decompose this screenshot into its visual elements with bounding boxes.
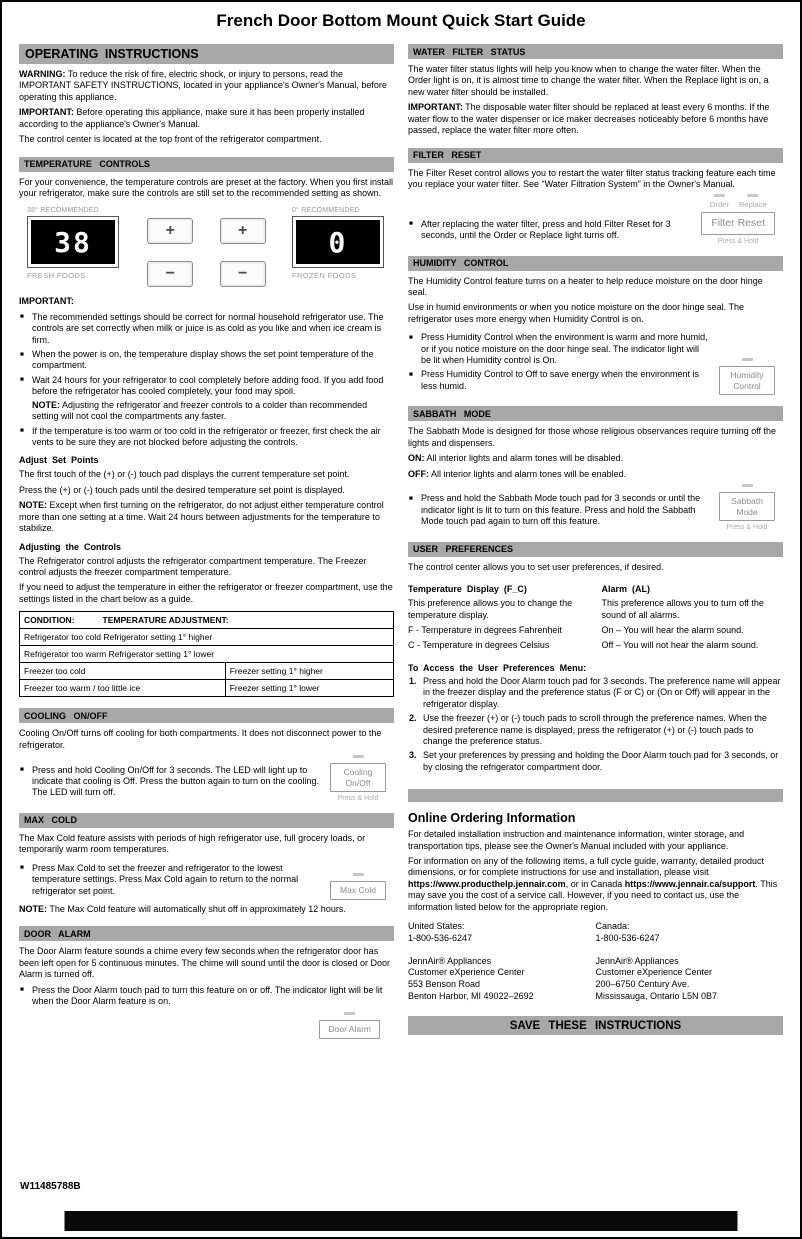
ordering-text-after: . This may save you the cost of a service call. However, if you need to contact us, use the information listed below for the appropriate region. <box>408 878 778 912</box>
bullet-text: Press Max Cold to set the freezer and refrigerator to the lowest temperature settings. Press Max Cold again to return to the normal refrigerator set point. <box>32 862 299 896</box>
table-row <box>20 663 394 680</box>
temperature-controls-graphic <box>19 203 394 289</box>
alarm-option-off: Off – You will not hear the alarm sound. <box>601 640 759 651</box>
frozen-foods-display <box>292 216 384 268</box>
note-label: NOTE: <box>32 399 60 410</box>
led-indicator <box>344 1012 355 1015</box>
address-line: JennAir® Appliances <box>595 955 679 966</box>
document-number: W11485788B <box>20 1181 81 1192</box>
off-label: OFF: <box>408 468 429 479</box>
us-phone: 1-800-536-6247 <box>408 932 473 943</box>
sabbath-on-paragraph <box>408 453 783 464</box>
sabbath-mode-control <box>719 484 775 531</box>
left-column <box>19 44 394 1041</box>
humidity-control-button <box>719 366 775 395</box>
temperature-display-heading: Temperature Display (F_C) <box>408 584 527 595</box>
warning-paragraph <box>19 69 394 103</box>
led-indicator <box>353 873 364 876</box>
canada-address <box>596 956 784 1003</box>
list-item <box>19 349 394 372</box>
list-item <box>19 985 394 1008</box>
cooling-bullet-wrap <box>19 762 320 802</box>
humidity-bullets-wrap <box>408 329 709 395</box>
bullet-text: After replacing the water filter, press and hold Filter Reset for 3 seconds, until the Order or Replace light turns off. <box>421 218 671 241</box>
temperature-controls-header: TEMPERATURE CONTROLS <box>19 157 394 172</box>
temperature-adjustment-table <box>19 611 394 697</box>
door-alarm-control <box>319 1012 380 1039</box>
note-text: Except when first turning on the refrigerator, do not adjust either temperature control more than one setting at a time. Wait 24 hours between adjustments for the temperature to stabilize. <box>19 500 384 534</box>
humidity-control <box>719 358 775 395</box>
note-label: NOTE: <box>19 500 47 511</box>
table-row <box>20 680 394 697</box>
preferences-menu-heading: To Access the User Preferences Menu: <box>408 662 587 673</box>
canada-phone: 1-800-536-6247 <box>595 932 660 943</box>
fresh-foods-display-group <box>27 207 121 280</box>
door-alarm-button: Door Alarm <box>319 1020 380 1039</box>
max-cold-bullet-wrap <box>19 860 320 900</box>
press-hold-caption: Press & Hold <box>717 237 759 245</box>
canada-label: Canada: <box>595 921 630 932</box>
water-filter-important-paragraph <box>408 102 783 136</box>
fresh-foods-buttons <box>147 207 193 287</box>
preferences-steps <box>408 676 783 773</box>
alarm-preference <box>602 577 784 656</box>
important-label: IMPORTANT: <box>19 107 74 118</box>
table-header-cell <box>20 612 394 629</box>
max-cold-row <box>19 860 394 900</box>
water-filter-paragraph: The water filter status lights will help you know when to change the water filter. When the Order light is on, it is almost time to change the water filter. When the Replace light is on, a new water filter should be installed. <box>408 64 769 97</box>
list-item <box>19 426 394 449</box>
us-label: United States: <box>408 921 465 932</box>
table-header-row <box>20 612 394 629</box>
frozen-foods-buttons <box>220 207 266 287</box>
cooling-onoff-button <box>330 763 386 792</box>
led-indicator <box>714 194 725 197</box>
preferences-paragraph: The control center allows you to set user preferences, if desired. <box>408 561 664 572</box>
address-line: Customer eXperience Center <box>595 967 713 978</box>
list-item <box>19 375 394 423</box>
adjustment-value: Freezer setting 1° lower <box>225 680 393 697</box>
step-item: Press and hold the Door Alarm touch pad for 3 seconds. The preference name will appear in the freezer display and the preference status (F or C) or (On or Off) will appear in the refrigerator display. <box>423 675 781 709</box>
cooling-button-line2: On/Off <box>345 777 371 788</box>
order-label: Order <box>709 199 729 209</box>
bullet-text: Press the Door Alarm touch pad to turn this feature on or off. The indicator light will be lit when the Door Alarm feature is on. <box>32 984 383 1007</box>
cooling-paragraph: Cooling On/Off turns off cooling for both compartments. It does not disconnect power to the refrigerator. <box>19 728 382 750</box>
temperature-important-label: IMPORTANT: <box>19 296 74 307</box>
contact-info <box>408 921 783 1002</box>
list-item <box>19 312 394 346</box>
max-cold-header: MAX COLD <box>19 813 394 828</box>
sabbath-button-line1: Sabbath <box>731 495 763 506</box>
list-item <box>408 369 709 392</box>
note-text: Adjusting the refrigerator and freezer controls to a colder than recommended setting will not cool the compartments any faster. <box>32 399 368 422</box>
table-cell <box>20 629 394 646</box>
alarm-heading: Alarm (AL) <box>601 584 651 595</box>
off-text: All interior lights and alarm tones will be enabled. <box>431 468 627 479</box>
online-ordering-heading: Online Ordering Information <box>408 811 576 826</box>
list-item <box>408 332 709 366</box>
operating-important-paragraph <box>19 107 394 130</box>
address-line: Customer eXperience Center <box>408 967 525 978</box>
fresh-foods-display <box>27 216 119 268</box>
fresh-minus-button: − <box>147 261 193 287</box>
ordering-paragraph-2 <box>408 856 783 913</box>
humidity-button-line2: Control <box>733 380 761 391</box>
address-line: JennAir® Appliances <box>408 955 492 966</box>
bullet-note <box>32 400 394 423</box>
list-item <box>408 219 691 242</box>
sabbath-paragraph: The Sabbath Mode is designed for those whose religious observances require turning off the lights and dispensers. <box>408 426 777 448</box>
cooling-onoff-header: COOLING ON/OFF <box>19 708 394 723</box>
canada-support-link[interactable]: https://www.jennair.ca/support <box>624 878 756 889</box>
bullet-text: Press and hold Cooling On/Off for 3 seconds. The LED will light up to indicate that cooling is Off. Press the button again to turn on the cooling. The LED will turn off. <box>32 764 320 798</box>
max-cold-control <box>330 873 386 900</box>
bullet-text: If the temperature is too warm or too cold in the refrigerator or freezer, first check the air vents to be sure they are not blocked before adjusting the controls. <box>32 425 381 448</box>
on-text: All interior lights and alarm tones will be disabled. <box>426 453 624 464</box>
important-text: The disposable water filter should be replaced at least every 6 months. If the water flow to the water dispenser or ice maker decreases noticeably before 6 months have passed, replace the water filter more often. <box>408 102 770 136</box>
filter-reset-paragraph: The Filter Reset control allows you to restart the water filter status tracking feature each time you replace your water filter. See “Water Filtration System” in the Owner's Manual. <box>408 167 776 189</box>
page-title: French Door Bottom Mount Quick Start Guide <box>216 11 586 30</box>
address-line: 200–6750 Century Ave. <box>595 978 690 989</box>
adjust-paragraph-1: The first touch of the (+) or (-) touch pad displays the current temperature set point. <box>19 469 350 480</box>
preferences-columns <box>408 577 783 656</box>
adjust-set-points-heading: Adjust Set Points <box>19 455 99 466</box>
water-filter-status-header: WATER FILTER STATUS <box>408 44 783 59</box>
list-item <box>408 493 709 527</box>
frozen-foods-caption: FROZEN FOODS <box>291 271 357 281</box>
sabbath-mode-button <box>719 492 775 521</box>
frozen-foods-temperature-value: 0 <box>296 220 380 264</box>
cooling-button-line1: Cooling <box>343 767 373 778</box>
address-line: 553 Benson Road <box>408 978 481 989</box>
press-hold-caption: Press & Hold <box>726 523 768 531</box>
important-text: Before operating this appliance, make sure it has been properly installed according to the appliance's Owner's Manual. <box>19 107 365 129</box>
table-row <box>20 629 394 646</box>
note-text: The Max Cold feature will automatically shut off in approximately 12 hours. <box>49 903 346 914</box>
condition-value: Freezer too warm / too little ice <box>20 680 226 697</box>
humidity-button-line1: Humidity <box>730 370 764 381</box>
table-row <box>20 646 394 663</box>
max-cold-note <box>19 904 394 915</box>
condition-value: Freezer too cold <box>20 663 226 680</box>
adjust-paragraph-2: Press the (+) or (-) touch pads until the desired temperature set point is displayed. <box>19 484 345 495</box>
address-line: Mississauga, Ontario L5N 0B7 <box>595 990 718 1001</box>
list-item <box>19 863 320 897</box>
led-indicator <box>742 358 753 361</box>
frozen-foods-display-group <box>292 207 386 280</box>
adjusting-controls-heading: Adjusting the Controls <box>19 541 121 552</box>
table-cell <box>20 646 394 663</box>
list-item <box>19 765 320 799</box>
save-instructions-banner: SAVE THESE INSTRUCTIONS <box>408 1016 783 1035</box>
bullet-text: Press Humidity Control to Off to save energy when the environment is less humid. <box>421 369 699 391</box>
sabbath-bullet-wrap <box>408 490 709 530</box>
step-item: Set your preferences by pressing and holding the Door Alarm touch pad for 3 seconds, or by closing the refrigerator compartment door. <box>423 750 779 772</box>
order-light <box>710 194 729 209</box>
filter-reset-button: Filter Reset <box>701 212 775 235</box>
user-preferences-header: USER PREFERENCES <box>408 542 783 557</box>
condition-value: Refrigerator too warm <box>24 649 107 660</box>
humidity-control-header: HUMIDITY CONTROL <box>408 256 783 271</box>
step-item: Use the freezer (+) or (-) touch pads to scroll through the preference names. When the desired preference name is displayed, press the refrigerator (+) or (-) touch pads to change the preference status. <box>423 713 767 746</box>
adjustment-value: Refrigerator setting 1° lower <box>108 649 215 660</box>
temperature-display-desc: This preference allows you to change the temperature display. <box>408 598 573 620</box>
bullet-text: Press Humidity Control when the environment is warm and more humid, or if you notice moisture on the door hinge seal. The indicator light will be lit when Humidity control is On. <box>421 332 708 366</box>
humidity-paragraph-2: Use in humid environments or when you notice moisture on the door hinge seal. The refrigerator uses more energy when Humidity Control is on. <box>408 302 745 324</box>
two-column-layout <box>2 31 800 1041</box>
bullet-text: The recommended settings should be correct for normal household refrigerator use. The controls are set correctly when milk or juice is as cold as you like and when ice cream is firm. <box>32 311 384 345</box>
warning-text: To reduce the risk of fire, electric shock, or injury to persons, read the IMPORTANT SAFETY INSTRUCTIONS, located in your appliance's Owner's Manual, before operating this appliance. <box>19 69 387 102</box>
fresh-foods-caption: FRESH FOODS <box>27 271 86 281</box>
ordering-text-before: For information on any of the following items, a full cycle guide, warranty, detailed product dimensions, or for complete instructions for use and installation, please visit <box>408 856 765 878</box>
note-label: NOTE: <box>19 903 47 914</box>
frozen-minus-button: − <box>220 261 266 287</box>
right-column <box>408 44 783 1040</box>
cooling-onoff-control <box>330 755 386 802</box>
sabbath-mode-header: SABBATH MODE <box>408 406 783 421</box>
on-label: ON: <box>408 453 425 464</box>
temperature-intro: For your convenience, the temperature controls are preset at the factory. When you first install your refrigerator, make sure the controls are still set to the recommended setting as shown. <box>19 176 394 198</box>
temperature-display-preference <box>408 577 590 656</box>
press-hold-caption: Press & Hold <box>337 794 379 802</box>
controls-paragraph-2: If you need to adjust the temperature in either the refrigerator or freezer compartment, use the settings listed in the chart below as a guide. <box>19 582 393 604</box>
led-indicator <box>742 484 753 487</box>
sabbath-off-paragraph <box>408 469 783 480</box>
humidity-row <box>408 329 783 395</box>
fresh-recommended-label: 38° RECOMMENDED <box>27 207 99 215</box>
ordering-text-mid: , or in Canada <box>565 878 625 889</box>
operating-instructions-header: OPERATING INSTRUCTIONS <box>19 44 394 64</box>
frozen-recommended-label: 0° RECOMMENDED <box>291 207 360 215</box>
address-line: Benton Harbor, MI 49022–2692 <box>408 990 534 1001</box>
adjust-note-paragraph <box>19 500 394 534</box>
us-address <box>408 956 596 1003</box>
bullet-text: Wait 24 hours for your refrigerator to cool completely before adding food. If you add food before the refrigerator has cooled completely, your food may spoil. <box>32 374 384 397</box>
adjustment-value: Freezer setting 1° higher <box>225 663 393 680</box>
bottom-black-bar <box>65 1211 738 1231</box>
alarm-desc: This preference allows you to turn off the sound of all alarms. <box>601 598 764 620</box>
bullet-text: When the power is on, the temperature display shows the set point temperature of the compartment. <box>32 349 374 371</box>
cooling-row <box>19 755 394 802</box>
replace-label: Replace <box>738 199 767 209</box>
canada-contact <box>596 921 784 1002</box>
temperature-option-c: C - Temperature in degrees Celsius <box>408 640 550 651</box>
important-label: IMPORTANT: <box>408 102 463 113</box>
filter-status-lights <box>710 194 767 209</box>
condition-value: Refrigerator too cold <box>24 632 102 643</box>
control-center-paragraph: The control center is located at the top front of the refrigerator compartment. <box>19 134 322 145</box>
section-divider-bar <box>408 789 783 802</box>
max-cold-button: Max Cold <box>330 881 386 900</box>
humidity-paragraph-1: The Humidity Control feature turns on a heater to help reduce moisture on the door hinge seal. <box>408 275 763 297</box>
replace-light <box>739 194 767 209</box>
producthelp-link[interactable]: https://www.producthelp.jennair.com <box>408 878 566 889</box>
bullet-text: Press and hold the Sabbath Mode touch pad for 3 seconds or until the indicator light is lit to turn on this feature. Press and hold the Sabbath Mode touch pad again to turn off this feature. <box>421 493 701 527</box>
filter-reset-control <box>701 194 775 244</box>
filter-reset-header: FILTER RESET <box>408 148 783 163</box>
sabbath-row <box>408 484 783 531</box>
adjustment-value: Refrigerator setting 1° higher <box>103 632 213 643</box>
fresh-foods-temperature-value: 38 <box>31 220 115 264</box>
door-alarm-header: DOOR ALARM <box>19 926 394 941</box>
condition-header: CONDITION: <box>24 615 75 626</box>
ordering-paragraph-1: For detailed installation instruction and maintenance information, winter storage, and transportation tips, please see the Owner's Manual included with your appliance. <box>408 829 745 851</box>
us-contact <box>408 921 596 1002</box>
warning-label: WARNING: <box>19 69 66 79</box>
filter-reset-row <box>408 194 783 244</box>
controls-paragraph-1: The Refrigerator control adjusts the refrigerator compartment temperature. The Freezer control adjusts the freezer compartment temperature. <box>19 555 367 577</box>
temperature-option-f: F - Temperature in degrees Fahrenheit <box>408 625 562 635</box>
led-indicator <box>353 755 364 758</box>
door-alarm-row <box>19 1012 394 1039</box>
led-indicator <box>747 194 758 197</box>
filter-reset-bullet-wrap <box>408 216 691 245</box>
sabbath-button-line2: Mode <box>736 506 758 517</box>
adjustment-header: TEMPERATURE ADJUSTMENT: <box>102 615 229 626</box>
max-cold-paragraph: The Max Cold feature assists with periods of high refrigerator use, full grocery loads, or temporarily warm room temperatures. <box>19 832 366 855</box>
frozen-plus-button: + <box>220 218 266 244</box>
alarm-option-on: On – You will hear the alarm sound. <box>601 625 744 635</box>
fresh-plus-button: + <box>147 218 193 244</box>
door-alarm-paragraph: The Door Alarm feature sounds a chime every few seconds when the refrigerator door has been left open for 5 continuous minutes. The chime will sound until the door is closed or Door Alarm is turned off. <box>19 946 391 980</box>
